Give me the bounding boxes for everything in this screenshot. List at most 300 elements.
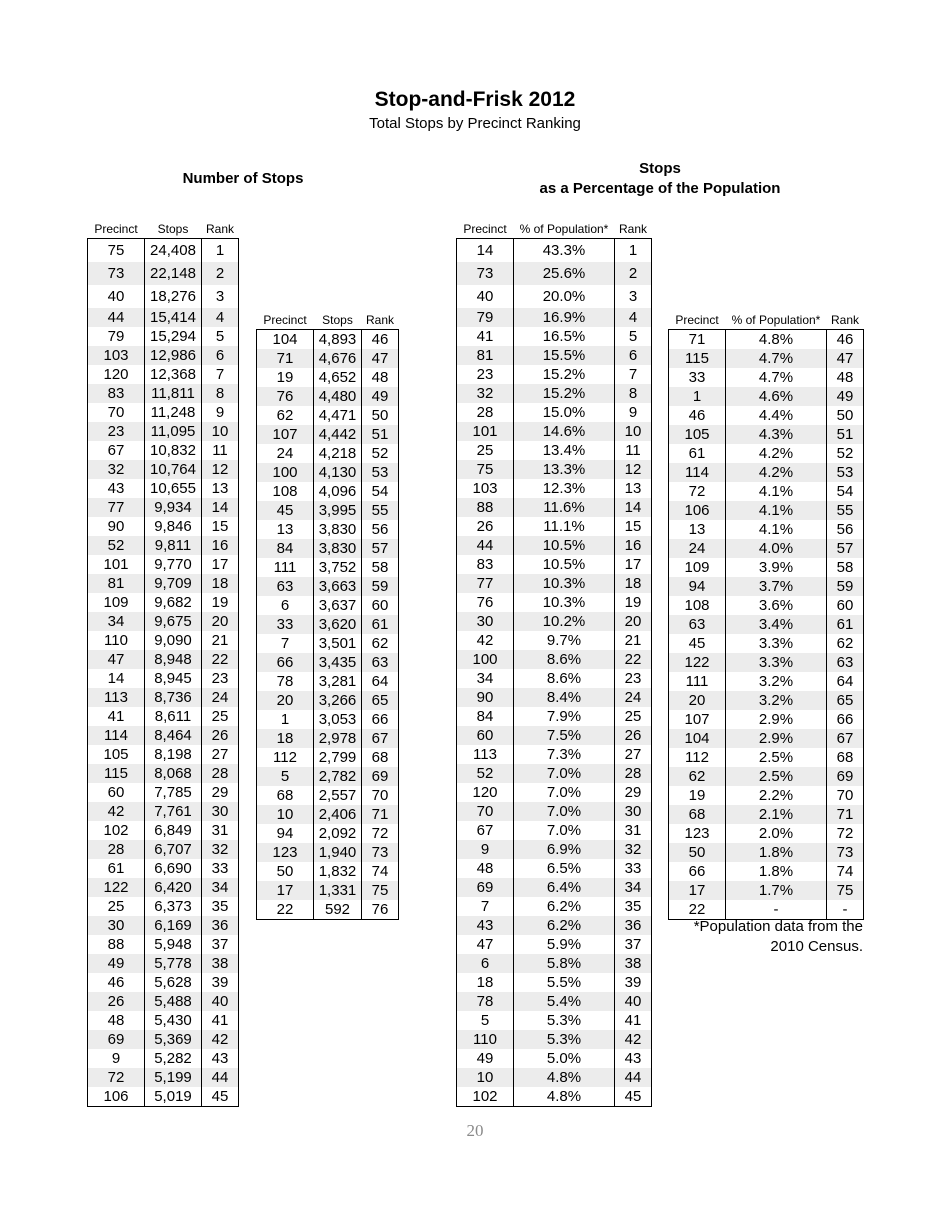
table-row bbox=[257, 368, 399, 387]
cell-value: 3,637 bbox=[314, 596, 362, 615]
cell-value: 6,169 bbox=[145, 916, 202, 935]
table-row bbox=[257, 786, 399, 805]
cell-rank: 26 bbox=[202, 726, 239, 745]
cell-precinct: 52 bbox=[88, 536, 145, 555]
table-row bbox=[457, 365, 652, 384]
cell-rank: 7 bbox=[202, 365, 239, 384]
cell-rank: 68 bbox=[362, 748, 399, 767]
cell-rank: 33 bbox=[202, 859, 239, 878]
table-row bbox=[669, 653, 864, 672]
table-row bbox=[457, 840, 652, 859]
table-row bbox=[457, 745, 652, 764]
cell-value: 7,761 bbox=[145, 802, 202, 821]
cell-rank: 20 bbox=[615, 612, 652, 631]
cell-precinct: 101 bbox=[88, 555, 145, 574]
cell-precinct: 20 bbox=[669, 691, 726, 710]
page-number: 20 bbox=[466, 1121, 484, 1140]
table-row bbox=[457, 517, 652, 536]
table-row bbox=[257, 520, 399, 539]
cell-precinct: 32 bbox=[88, 460, 145, 479]
col-header-precinct: Precinct bbox=[263, 313, 307, 327]
table-row bbox=[88, 365, 239, 384]
cell-precinct: 113 bbox=[88, 688, 145, 707]
col-header-rank: Rank bbox=[365, 313, 394, 327]
cell-value: 3,995 bbox=[314, 501, 362, 520]
cell-precinct: 76 bbox=[457, 593, 514, 612]
cell-rank: 9 bbox=[202, 403, 239, 422]
cell-value: 9,090 bbox=[145, 631, 202, 650]
cell-value: 3.6% bbox=[726, 596, 827, 615]
cell-precinct: 123 bbox=[257, 843, 314, 862]
cell-rank: 75 bbox=[362, 881, 399, 900]
cell-rank: 67 bbox=[362, 729, 399, 748]
cell-rank: 32 bbox=[615, 840, 652, 859]
table-row bbox=[669, 672, 864, 691]
cell-value: 7.5% bbox=[514, 726, 615, 745]
cell-precinct: 14 bbox=[88, 669, 145, 688]
cell-precinct: 103 bbox=[457, 479, 514, 498]
cell-precinct: 102 bbox=[88, 821, 145, 840]
cell-value: 6.4% bbox=[514, 878, 615, 897]
cell-value: 2,092 bbox=[314, 824, 362, 843]
cell-value: 9,811 bbox=[145, 536, 202, 555]
table-row bbox=[88, 1068, 239, 1087]
cell-rank: 47 bbox=[827, 349, 864, 368]
cell-precinct: 77 bbox=[457, 574, 514, 593]
population-footnote bbox=[673, 917, 863, 957]
cell-rank: 7 bbox=[615, 365, 652, 384]
cell-value: 3.7% bbox=[726, 577, 827, 596]
cell-value: 7,785 bbox=[145, 783, 202, 802]
cell-value: 6.5% bbox=[514, 859, 615, 878]
cell-precinct: 50 bbox=[257, 862, 314, 881]
cell-precinct: 25 bbox=[457, 441, 514, 460]
cell-rank: 24 bbox=[615, 688, 652, 707]
table-row bbox=[257, 843, 399, 862]
cell-value: 1,331 bbox=[314, 881, 362, 900]
cell-value: 3.2% bbox=[726, 672, 827, 691]
cell-rank: 45 bbox=[202, 1087, 239, 1107]
cell-value: 4,480 bbox=[314, 387, 362, 406]
cell-rank: 50 bbox=[827, 406, 864, 425]
cell-value: 9,682 bbox=[145, 593, 202, 612]
cell-rank: 53 bbox=[827, 463, 864, 482]
cell-value: 7.0% bbox=[514, 821, 615, 840]
cell-rank: 3 bbox=[202, 285, 239, 308]
cell-value: 15.2% bbox=[514, 384, 615, 403]
cell-precinct: 88 bbox=[457, 498, 514, 517]
cell-precinct: 68 bbox=[257, 786, 314, 805]
cell-precinct: 52 bbox=[457, 764, 514, 783]
cell-rank: 58 bbox=[827, 558, 864, 577]
cell-value: 3.9% bbox=[726, 558, 827, 577]
cell-precinct: 108 bbox=[669, 596, 726, 615]
cell-rank: 1 bbox=[615, 239, 652, 263]
cell-precinct: 106 bbox=[88, 1087, 145, 1107]
cell-precinct: 60 bbox=[457, 726, 514, 745]
cell-precinct: 72 bbox=[669, 482, 726, 501]
cell-precinct: 69 bbox=[88, 1030, 145, 1049]
col-header-precinct: Precinct bbox=[463, 222, 507, 236]
cell-rank: 66 bbox=[362, 710, 399, 729]
cell-rank: 35 bbox=[202, 897, 239, 916]
table-row bbox=[457, 498, 652, 517]
cell-precinct: 28 bbox=[457, 403, 514, 422]
table-row bbox=[88, 612, 239, 631]
cell-rank: 71 bbox=[827, 805, 864, 824]
col-header-rank: Rank bbox=[830, 313, 859, 327]
cell-value: 3,752 bbox=[314, 558, 362, 577]
cell-precinct: 33 bbox=[669, 368, 726, 387]
cell-value: 5,430 bbox=[145, 1011, 202, 1030]
cell-value: 3.2% bbox=[726, 691, 827, 710]
cell-rank: 36 bbox=[615, 916, 652, 935]
cell-value: 7.3% bbox=[514, 745, 615, 764]
cell-value: 5.4% bbox=[514, 992, 615, 1011]
cell-precinct: 101 bbox=[457, 422, 514, 441]
cell-value: 8.4% bbox=[514, 688, 615, 707]
cell-rank: 4 bbox=[615, 308, 652, 327]
cell-precinct: 7 bbox=[257, 634, 314, 653]
cell-precinct: 43 bbox=[457, 916, 514, 935]
table-row bbox=[257, 900, 399, 920]
cell-rank: 9 bbox=[615, 403, 652, 422]
table-row bbox=[457, 726, 652, 745]
cell-precinct: 22 bbox=[669, 900, 726, 920]
table-row bbox=[457, 764, 652, 783]
cell-precinct: 42 bbox=[88, 802, 145, 821]
cell-value: 16.9% bbox=[514, 308, 615, 327]
cell-value: 4.0% bbox=[726, 539, 827, 558]
cell-precinct: 25 bbox=[88, 897, 145, 916]
table-row bbox=[88, 707, 239, 726]
cell-rank: 19 bbox=[615, 593, 652, 612]
cell-rank: 40 bbox=[615, 992, 652, 1011]
cell-value: 3,053 bbox=[314, 710, 362, 729]
cell-precinct: 69 bbox=[457, 878, 514, 897]
cell-value: 2.2% bbox=[726, 786, 827, 805]
cell-precinct: 111 bbox=[669, 672, 726, 691]
cell-precinct: 114 bbox=[88, 726, 145, 745]
cell-rank: 65 bbox=[827, 691, 864, 710]
table-row bbox=[457, 422, 652, 441]
table-row bbox=[669, 349, 864, 368]
cell-rank: 43 bbox=[615, 1049, 652, 1068]
cell-rank: 10 bbox=[615, 422, 652, 441]
table-row bbox=[257, 862, 399, 881]
table-row bbox=[257, 634, 399, 653]
cell-value: 1.7% bbox=[726, 881, 827, 900]
table-row bbox=[88, 517, 239, 536]
table-row bbox=[669, 520, 864, 539]
cell-precinct: 19 bbox=[257, 368, 314, 387]
cell-rank: 72 bbox=[362, 824, 399, 843]
stops-table-1 bbox=[87, 220, 239, 1107]
cell-rank: 23 bbox=[202, 669, 239, 688]
table-row bbox=[88, 688, 239, 707]
cell-precinct: 110 bbox=[457, 1030, 514, 1049]
cell-value: 4,652 bbox=[314, 368, 362, 387]
cell-rank: 35 bbox=[615, 897, 652, 916]
cell-precinct: 44 bbox=[88, 308, 145, 327]
table-row bbox=[257, 482, 399, 501]
cell-value: 10.5% bbox=[514, 536, 615, 555]
cell-precinct: 109 bbox=[88, 593, 145, 612]
table-row bbox=[88, 1011, 239, 1030]
cell-precinct: 28 bbox=[88, 840, 145, 859]
footnote-line1: *Population data from the bbox=[693, 918, 863, 935]
cell-rank: 57 bbox=[362, 539, 399, 558]
cell-rank: 63 bbox=[827, 653, 864, 672]
table-row bbox=[257, 463, 399, 482]
cell-value: 6,690 bbox=[145, 859, 202, 878]
table-row bbox=[457, 441, 652, 460]
table-row bbox=[457, 878, 652, 897]
cell-precinct: 33 bbox=[257, 615, 314, 634]
table-row bbox=[669, 805, 864, 824]
cell-rank: 51 bbox=[362, 425, 399, 444]
table-row bbox=[457, 593, 652, 612]
cell-value: 9,675 bbox=[145, 612, 202, 631]
table-row bbox=[88, 973, 239, 992]
cell-value: 5,369 bbox=[145, 1030, 202, 1049]
cell-value: 5,282 bbox=[145, 1049, 202, 1068]
cell-rank: 45 bbox=[615, 1087, 652, 1107]
cell-value: 10.2% bbox=[514, 612, 615, 631]
table-row bbox=[669, 691, 864, 710]
cell-precinct: 90 bbox=[457, 688, 514, 707]
table-row bbox=[669, 406, 864, 425]
table-row bbox=[457, 859, 652, 878]
cell-value: 9.7% bbox=[514, 631, 615, 650]
cell-precinct: 20 bbox=[257, 691, 314, 710]
cell-rank: 70 bbox=[362, 786, 399, 805]
cell-precinct: 6 bbox=[257, 596, 314, 615]
cell-value: 6,707 bbox=[145, 840, 202, 859]
footnote-line2: 2010 Census. bbox=[770, 938, 863, 955]
table-row bbox=[88, 498, 239, 517]
cell-value: 8,611 bbox=[145, 707, 202, 726]
cell-value: 6,849 bbox=[145, 821, 202, 840]
cell-precinct: 67 bbox=[457, 821, 514, 840]
cell-rank: 52 bbox=[362, 444, 399, 463]
cell-rank: 31 bbox=[615, 821, 652, 840]
cell-value: 15,294 bbox=[145, 327, 202, 346]
cell-value: 2,782 bbox=[314, 767, 362, 786]
cell-value: 11,811 bbox=[145, 384, 202, 403]
page-title: Stop-and-Frisk 2012 bbox=[374, 88, 576, 111]
cell-rank: 29 bbox=[202, 783, 239, 802]
cell-value: 8,948 bbox=[145, 650, 202, 669]
cell-value: 4.1% bbox=[726, 501, 827, 520]
cell-rank: 47 bbox=[362, 349, 399, 368]
table-row bbox=[669, 425, 864, 444]
cell-value: 5,019 bbox=[145, 1087, 202, 1107]
cell-rank: 50 bbox=[362, 406, 399, 425]
cell-value: 2.0% bbox=[726, 824, 827, 843]
cell-precinct: 18 bbox=[457, 973, 514, 992]
cell-value: 8,736 bbox=[145, 688, 202, 707]
col-header-stops: Stops bbox=[157, 222, 189, 236]
cell-precinct: 1 bbox=[257, 710, 314, 729]
cell-value: 2,406 bbox=[314, 805, 362, 824]
cell-rank: 8 bbox=[202, 384, 239, 403]
cell-precinct: 45 bbox=[257, 501, 314, 520]
cell-value: 5.3% bbox=[514, 1030, 615, 1049]
cell-precinct: 105 bbox=[88, 745, 145, 764]
cell-precinct: 7 bbox=[457, 897, 514, 916]
cell-value: 5,488 bbox=[145, 992, 202, 1011]
cell-value: 13.3% bbox=[514, 460, 615, 479]
cell-value: 22,148 bbox=[145, 262, 202, 285]
cell-precinct: 40 bbox=[88, 285, 145, 308]
cell-value: 4,130 bbox=[314, 463, 362, 482]
cell-rank: 30 bbox=[202, 802, 239, 821]
cell-rank: 41 bbox=[615, 1011, 652, 1030]
table-row bbox=[457, 1087, 652, 1107]
table-row bbox=[88, 859, 239, 878]
cell-precinct: 122 bbox=[669, 653, 726, 672]
cell-value: 2.1% bbox=[726, 805, 827, 824]
table-row bbox=[88, 308, 239, 327]
cell-value: 2.9% bbox=[726, 710, 827, 729]
cell-precinct: 42 bbox=[457, 631, 514, 650]
cell-value: 6,420 bbox=[145, 878, 202, 897]
cell-precinct: 10 bbox=[457, 1068, 514, 1087]
table-row bbox=[669, 824, 864, 843]
cell-value: 5,199 bbox=[145, 1068, 202, 1087]
cell-value: 4,442 bbox=[314, 425, 362, 444]
cell-precinct: 17 bbox=[669, 881, 726, 900]
cell-rank: 73 bbox=[827, 843, 864, 862]
table-row bbox=[457, 821, 652, 840]
cell-precinct: 43 bbox=[88, 479, 145, 498]
cell-rank: 69 bbox=[362, 767, 399, 786]
cell-precinct: 62 bbox=[257, 406, 314, 425]
cell-value: 1.8% bbox=[726, 843, 827, 862]
table-row bbox=[457, 935, 652, 954]
table-row bbox=[457, 650, 652, 669]
table-row bbox=[88, 239, 239, 263]
cell-rank: 14 bbox=[202, 498, 239, 517]
table-row bbox=[257, 691, 399, 710]
cell-precinct: 94 bbox=[669, 577, 726, 596]
cell-rank: 12 bbox=[615, 460, 652, 479]
cell-value: 2,557 bbox=[314, 786, 362, 805]
cell-rank: 30 bbox=[615, 802, 652, 821]
cell-rank: 36 bbox=[202, 916, 239, 935]
cell-rank: 32 bbox=[202, 840, 239, 859]
cell-precinct: 41 bbox=[88, 707, 145, 726]
cell-precinct: 46 bbox=[669, 406, 726, 425]
cell-value: 3,620 bbox=[314, 615, 362, 634]
table-row bbox=[257, 748, 399, 767]
cell-precinct: 1 bbox=[669, 387, 726, 406]
cell-precinct: 30 bbox=[457, 612, 514, 631]
cell-rank: 44 bbox=[615, 1068, 652, 1087]
table-row bbox=[257, 596, 399, 615]
cell-rank: 60 bbox=[827, 596, 864, 615]
cell-value: 14.6% bbox=[514, 422, 615, 441]
cell-rank: 31 bbox=[202, 821, 239, 840]
cell-precinct: 47 bbox=[457, 935, 514, 954]
table-row bbox=[669, 767, 864, 786]
table-row bbox=[457, 954, 652, 973]
cell-rank: 59 bbox=[362, 577, 399, 596]
cell-rank: 44 bbox=[202, 1068, 239, 1087]
table-row bbox=[257, 767, 399, 786]
cell-value: 3,830 bbox=[314, 539, 362, 558]
table-row bbox=[257, 558, 399, 577]
cell-precinct: 111 bbox=[257, 558, 314, 577]
cell-value: 7.9% bbox=[514, 707, 615, 726]
table-row bbox=[457, 612, 652, 631]
cell-precinct: 109 bbox=[669, 558, 726, 577]
cell-rank: 14 bbox=[615, 498, 652, 517]
table-row bbox=[257, 729, 399, 748]
cell-precinct: 26 bbox=[457, 517, 514, 536]
cell-rank: 17 bbox=[615, 555, 652, 574]
cell-value: 7.0% bbox=[514, 764, 615, 783]
table-row bbox=[257, 444, 399, 463]
cell-precinct: 49 bbox=[457, 1049, 514, 1068]
cell-rank: 19 bbox=[202, 593, 239, 612]
table-row bbox=[669, 862, 864, 881]
cell-value: 4.1% bbox=[726, 482, 827, 501]
table-row bbox=[257, 349, 399, 368]
cell-rank: 37 bbox=[615, 935, 652, 954]
table-row bbox=[669, 748, 864, 767]
cell-rank: 27 bbox=[202, 745, 239, 764]
cell-rank: 46 bbox=[827, 330, 864, 350]
table-row bbox=[88, 954, 239, 973]
cell-precinct: 79 bbox=[457, 308, 514, 327]
table-row bbox=[257, 501, 399, 520]
cell-value: 3,501 bbox=[314, 634, 362, 653]
cell-precinct: 120 bbox=[457, 783, 514, 802]
cell-rank: 34 bbox=[615, 878, 652, 897]
cell-value: 4.7% bbox=[726, 368, 827, 387]
cell-value: 2.9% bbox=[726, 729, 827, 748]
cell-precinct: 107 bbox=[669, 710, 726, 729]
cell-precinct: 120 bbox=[88, 365, 145, 384]
cell-rank: 28 bbox=[202, 764, 239, 783]
stops-section-heading: Number of Stops bbox=[182, 170, 304, 187]
cell-precinct: 110 bbox=[88, 631, 145, 650]
cell-rank: 12 bbox=[202, 460, 239, 479]
cell-rank: 10 bbox=[202, 422, 239, 441]
table-row bbox=[88, 992, 239, 1011]
cell-rank: 39 bbox=[615, 973, 652, 992]
cell-rank: 20 bbox=[202, 612, 239, 631]
cell-precinct: 84 bbox=[257, 539, 314, 558]
table-row bbox=[88, 285, 239, 308]
cell-precinct: 48 bbox=[457, 859, 514, 878]
cell-value: 25.6% bbox=[514, 262, 615, 285]
cell-value: 20.0% bbox=[514, 285, 615, 308]
cell-precinct: 71 bbox=[257, 349, 314, 368]
cell-precinct: 6 bbox=[457, 954, 514, 973]
table-row bbox=[669, 577, 864, 596]
cell-value: 10,764 bbox=[145, 460, 202, 479]
cell-precinct: 83 bbox=[457, 555, 514, 574]
cell-precinct: 41 bbox=[457, 327, 514, 346]
table-row bbox=[457, 669, 652, 688]
cell-rank: 11 bbox=[202, 441, 239, 460]
table-row bbox=[457, 688, 652, 707]
cell-value: 15.2% bbox=[514, 365, 615, 384]
cell-precinct: 71 bbox=[669, 330, 726, 350]
